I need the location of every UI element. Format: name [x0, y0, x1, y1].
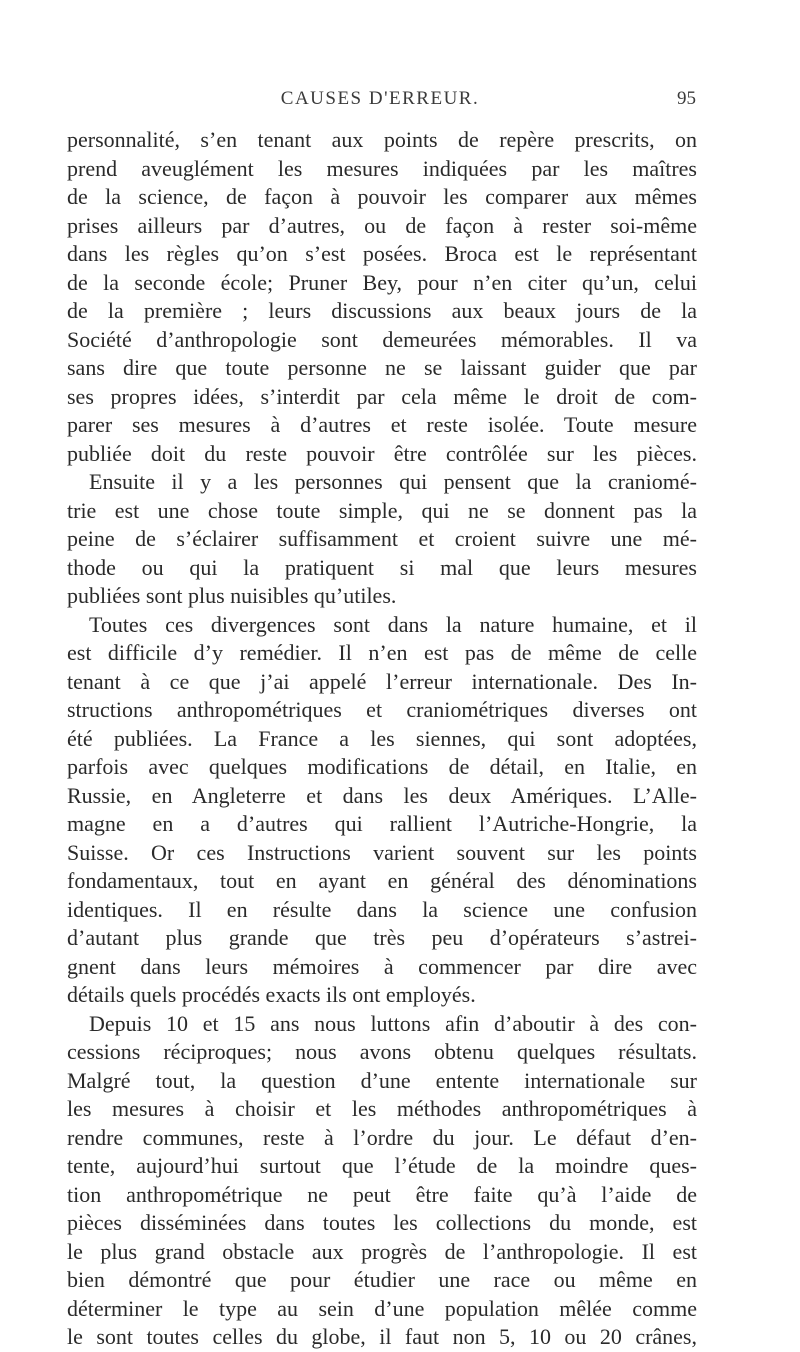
- text-line: Russie, en Angleterre et dans les deux Amériques. L’Alle-: [67, 782, 697, 808]
- body-text: [67, 126, 697, 1352]
- text-line: les mesures à choisir et les méthodes anthropométriques à: [67, 1096, 697, 1121]
- text-line: tion anthropométrique ne peut être faite qu’à l’aide de: [67, 1181, 697, 1207]
- running-head: [64, 88, 696, 112]
- text-line: dans les règles qu’on s’est posées. Broca est le représentant: [67, 241, 697, 266]
- text-line: de la première ; leurs discussions aux beaux jours de la: [67, 298, 697, 323]
- text-line: peine de s’éclairer suffisamment et croient suivre une mé-: [67, 526, 697, 551]
- text-line: été publiées. La France a les siennes, qui sont adoptées,: [67, 725, 697, 751]
- text-line: gnent dans leurs mémoires à commencer par dire avec: [67, 953, 697, 979]
- text-line: parfois avec quelques modifications de détail, en Italie, en: [67, 754, 697, 779]
- text-line: thode ou qui la pratiquent si mal que leurs mesures: [67, 554, 697, 580]
- page-number: 95: [677, 88, 696, 109]
- text-line: structions anthropométriques et craniométriques diverses ont: [67, 697, 697, 722]
- text-line: parer ses mesures à d’autres et reste isolée. Toute mesure: [67, 412, 697, 437]
- text-line: identiques. Il en résulte dans la science une confusion: [67, 896, 697, 922]
- text-line: prend aveuglément les mesures indiquées par les maîtres: [67, 155, 697, 181]
- text-line: pièces disséminées dans toutes les collections du monde, est: [67, 1210, 697, 1235]
- text-line: cessions réciproques; nous avons obtenu quelques résultats.: [67, 1039, 697, 1064]
- text-line: est difficile d’y remédier. Il n’en est pas de même de celle: [67, 640, 697, 665]
- text-line: Ensuite il y a les personnes qui pensent que la craniomé-: [89, 469, 697, 494]
- text-line: d’autant plus grande que très peu d’opérateurs s’astrei-: [67, 925, 697, 950]
- text-line: tente, aujourd’hui surtout que l’étude de la moindre ques-: [67, 1153, 697, 1178]
- text-line: personnalité, s’en tenant aux points de repère prescrits, on: [67, 127, 697, 152]
- text-line: Depuis 10 et 15 ans nous luttons afin d’aboutir à des con-: [89, 1010, 697, 1036]
- text-line: tenant à ce que j’ai appelé l’erreur internationale. Des In-: [67, 668, 697, 694]
- text-line: détails quels procédés exacts ils ont employés.: [67, 982, 476, 1007]
- text-line: publiée doit du reste pouvoir être contrôlée sur les pièces.: [67, 440, 697, 466]
- text-line: Suisse. Or ces Instructions varient souvent sur les points: [67, 839, 697, 865]
- text-line: Société d’anthropologie sont demeurées mémorables. Il va: [67, 326, 697, 352]
- text-line: publiées sont plus nuisibles qu’utiles.: [67, 583, 397, 608]
- running-title: CAUSES D'ERREUR.: [280, 88, 480, 109]
- text-line: déterminer le type au sein d’une population mêlée comme: [67, 1295, 697, 1321]
- text-line: de la seconde école; Pruner Bey, pour n’en citer qu’un, celui: [67, 269, 697, 295]
- text-line: ses propres idées, s’interdit par cela même le droit de com-: [67, 383, 697, 409]
- text-line: bien démontré que pour étudier une race ou même en: [67, 1267, 697, 1292]
- text-line: trie est une chose toute simple, qui ne se donnent pas la: [67, 497, 697, 523]
- text-line: fondamentaux, tout en ayant en général des dénominations: [67, 868, 697, 893]
- text-line: le sont toutes celles du globe, il faut non 5, 10 ou 20 crânes,: [67, 1324, 697, 1349]
- text-line: le plus grand obstacle aux progrès de l’anthropologie. Il est: [67, 1238, 697, 1264]
- text-line: de la science, de façon à pouvoir les comparer aux mêmes: [67, 184, 697, 209]
- text-line: prises ailleurs par d’autres, ou de façon à rester soi-même: [67, 212, 697, 238]
- text-line: rendre communes, reste à l’ordre du jour. Le défaut d’en-: [67, 1124, 697, 1150]
- text-line: magne en a d’autres qui rallient l’Autriche-Hongrie, la: [67, 811, 697, 836]
- text-line: sans dire que toute personne ne se laissant guider que par: [67, 355, 697, 380]
- text-line: Toutes ces divergences sont dans la nature humaine, et il: [89, 611, 697, 637]
- text-line: Malgré tout, la question d’une entente internationale sur: [67, 1067, 697, 1093]
